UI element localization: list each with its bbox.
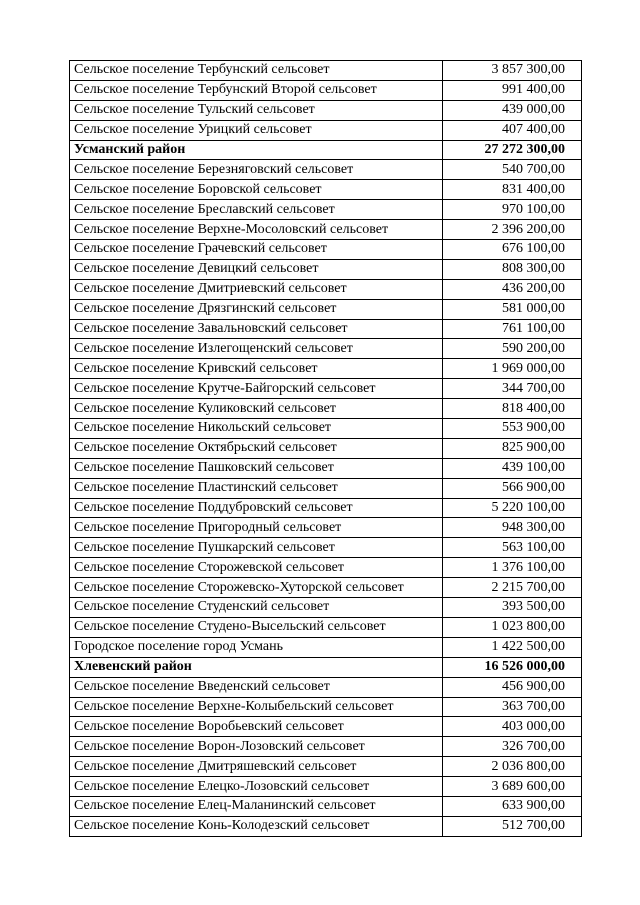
table-row xyxy=(70,240,582,260)
settlement-name-cell: Сельское поселение Введенский сельсовет xyxy=(70,677,443,697)
settlement-name-cell: Сельское поселение Пушкарский сельсовет xyxy=(70,538,443,558)
table-row xyxy=(70,737,582,757)
settlement-name-cell: Сельское поселение Боровской сельсовет xyxy=(70,180,443,200)
table-row xyxy=(70,200,582,220)
table-row xyxy=(70,80,582,100)
table-row xyxy=(70,180,582,200)
settlement-name-cell: Сельское поселение Пашковский сельсовет xyxy=(70,458,443,478)
amount-cell: 831 400,00 xyxy=(443,180,582,200)
table-row xyxy=(70,279,582,299)
district-row xyxy=(70,657,582,677)
table-row xyxy=(70,518,582,538)
amount-cell: 3 689 600,00 xyxy=(443,777,582,797)
amount-cell: 344 700,00 xyxy=(443,379,582,399)
district-name-cell: Хлевенский район xyxy=(70,657,443,677)
settlement-name-cell: Сельское поселение Елец-Маланинский сельсовет xyxy=(70,796,443,816)
district-total-cell: 16 526 000,00 xyxy=(443,657,582,677)
table-row xyxy=(70,259,582,279)
amount-cell: 439 100,00 xyxy=(443,458,582,478)
settlement-name-cell: Сельское поселение Урицкий сельсовет xyxy=(70,120,443,140)
settlement-name-cell: Сельское поселение Студенский сельсовет xyxy=(70,598,443,618)
amount-cell: 363 700,00 xyxy=(443,697,582,717)
settlement-name-cell: Сельское поселение Пластинский сельсовет xyxy=(70,478,443,498)
settlement-name-cell: Сельское поселение Студено-Высельский сельсовет xyxy=(70,617,443,637)
settlement-name-cell: Сельское поселение Ворон-Лозовский сельсовет xyxy=(70,737,443,757)
amount-cell: 948 300,00 xyxy=(443,518,582,538)
amount-cell: 326 700,00 xyxy=(443,737,582,757)
amount-cell: 3 857 300,00 xyxy=(443,61,582,81)
amount-cell: 761 100,00 xyxy=(443,319,582,339)
amount-cell: 633 900,00 xyxy=(443,796,582,816)
table-row xyxy=(70,299,582,319)
table-row xyxy=(70,339,582,359)
table-row xyxy=(70,379,582,399)
settlement-name-cell: Сельское поселение Воробьевский сельсовет xyxy=(70,717,443,737)
district-total-cell: 27 272 300,00 xyxy=(443,140,582,160)
amount-cell: 1 422 500,00 xyxy=(443,637,582,657)
settlement-name-cell: Сельское поселение Пригородный сельсовет xyxy=(70,518,443,538)
table-row xyxy=(70,478,582,498)
table-row xyxy=(70,220,582,240)
amount-cell: 540 700,00 xyxy=(443,160,582,180)
settlement-name-cell: Сельское поселение Завальновский сельсовет xyxy=(70,319,443,339)
table-row xyxy=(70,796,582,816)
amount-cell: 970 100,00 xyxy=(443,200,582,220)
table-row xyxy=(70,61,582,81)
table-row xyxy=(70,160,582,180)
amount-cell: 512 700,00 xyxy=(443,816,582,836)
amount-cell: 393 500,00 xyxy=(443,598,582,618)
settlement-name-cell: Сельское поселение Никольский сельсовет xyxy=(70,419,443,439)
settlement-name-cell: Сельское поселение Куликовский сельсовет xyxy=(70,399,443,419)
table-row xyxy=(70,558,582,578)
amount-cell: 2 396 200,00 xyxy=(443,220,582,240)
table-row xyxy=(70,697,582,717)
amount-cell: 590 200,00 xyxy=(443,339,582,359)
settlement-name-cell: Сельское поселение Тульский сельсовет xyxy=(70,100,443,120)
table-body xyxy=(70,61,582,837)
settlement-name-cell: Сельское поселение Излегощенский сельсовет xyxy=(70,339,443,359)
settlement-name-cell: Сельское поселение Конь-Колодезский сельсовет xyxy=(70,816,443,836)
amount-cell: 808 300,00 xyxy=(443,259,582,279)
amount-cell: 581 000,00 xyxy=(443,299,582,319)
settlement-name-cell: Сельское поселение Крутче-Байгорский сельсовет xyxy=(70,379,443,399)
amount-cell: 566 900,00 xyxy=(443,478,582,498)
amount-cell: 2 215 700,00 xyxy=(443,578,582,598)
table-row xyxy=(70,319,582,339)
settlement-name-cell: Сельское поселение Октябрьский сельсовет xyxy=(70,438,443,458)
amount-cell: 553 900,00 xyxy=(443,419,582,439)
table-row xyxy=(70,120,582,140)
settlement-name-cell: Сельское поселение Дрязгинский сельсовет xyxy=(70,299,443,319)
table-row xyxy=(70,757,582,777)
table-row xyxy=(70,538,582,558)
amount-cell: 436 200,00 xyxy=(443,279,582,299)
amount-cell: 456 900,00 xyxy=(443,677,582,697)
amount-cell: 1 969 000,00 xyxy=(443,359,582,379)
table-row xyxy=(70,617,582,637)
amount-cell: 825 900,00 xyxy=(443,438,582,458)
budget-allocation-table xyxy=(69,60,582,837)
table-row xyxy=(70,458,582,478)
settlement-name-cell: Сельское поселение Тербунский Второй сельсовет xyxy=(70,80,443,100)
settlement-name-cell: Сельское поселение Дмитриевский сельсовет xyxy=(70,279,443,299)
settlement-name-cell: Сельское поселение Тербунский сельсовет xyxy=(70,61,443,81)
table-row xyxy=(70,637,582,657)
amount-cell: 1 376 100,00 xyxy=(443,558,582,578)
settlement-name-cell: Сельское поселение Поддубровский сельсовет xyxy=(70,498,443,518)
amount-cell: 676 100,00 xyxy=(443,240,582,260)
table-row xyxy=(70,419,582,439)
settlement-name-cell: Сельское поселение Кривский сельсовет xyxy=(70,359,443,379)
settlement-name-cell: Сельское поселение Березняговский сельсовет xyxy=(70,160,443,180)
settlement-name-cell: Сельское поселение Девицкий сельсовет xyxy=(70,259,443,279)
table-row xyxy=(70,578,582,598)
amount-cell: 407 400,00 xyxy=(443,120,582,140)
settlement-name-cell: Сельское поселение Бреславский сельсовет xyxy=(70,200,443,220)
amount-cell: 439 000,00 xyxy=(443,100,582,120)
settlement-name-cell: Сельское поселение Дмитряшевский сельсовет xyxy=(70,757,443,777)
settlement-name-cell: Сельское поселение Грачевский сельсовет xyxy=(70,240,443,260)
settlement-name-cell: Сельское поселение Верхне-Колыбельский сельсовет xyxy=(70,697,443,717)
settlement-name-cell: Сельское поселение Верхне-Мосоловский сельсовет xyxy=(70,220,443,240)
table-row xyxy=(70,399,582,419)
settlement-name-cell: Сельское поселение Сторожевской сельсовет xyxy=(70,558,443,578)
table-row xyxy=(70,677,582,697)
district-row xyxy=(70,140,582,160)
table-row xyxy=(70,100,582,120)
amount-cell: 563 100,00 xyxy=(443,538,582,558)
amount-cell: 5 220 100,00 xyxy=(443,498,582,518)
table-row xyxy=(70,359,582,379)
amount-cell: 2 036 800,00 xyxy=(443,757,582,777)
table-row xyxy=(70,777,582,797)
table-row xyxy=(70,438,582,458)
settlement-name-cell: Сельское поселение Елецко-Лозовский сельсовет xyxy=(70,777,443,797)
table-row xyxy=(70,816,582,836)
settlement-name-cell: Городское поселение город Усмань xyxy=(70,637,443,657)
district-name-cell: Усманский район xyxy=(70,140,443,160)
settlement-name-cell: Сельское поселение Сторожевско-Хуторской сельсовет xyxy=(70,578,443,598)
amount-cell: 403 000,00 xyxy=(443,717,582,737)
table-row xyxy=(70,498,582,518)
table-row xyxy=(70,598,582,618)
amount-cell: 818 400,00 xyxy=(443,399,582,419)
amount-cell: 1 023 800,00 xyxy=(443,617,582,637)
table-row xyxy=(70,717,582,737)
amount-cell: 991 400,00 xyxy=(443,80,582,100)
